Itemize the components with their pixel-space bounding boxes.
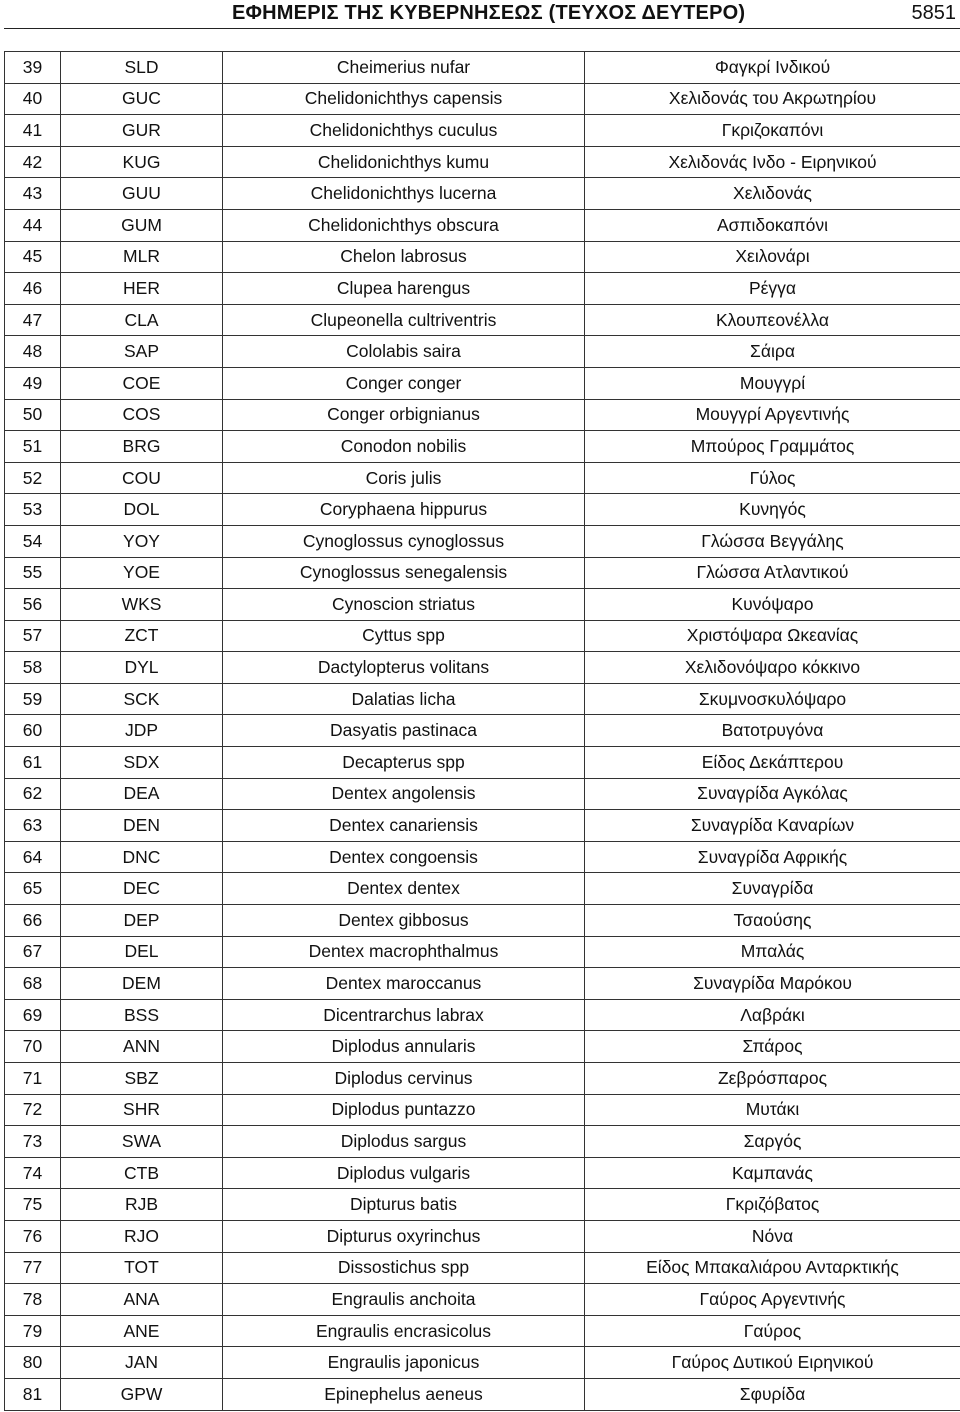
species-code-cell: DEP <box>61 905 223 937</box>
scientific-name-cell: Dactylopterus volitans <box>223 652 585 684</box>
table-row <box>5 936 960 968</box>
species-code-cell: TOT <box>61 1252 223 1284</box>
species-code-cell: RJB <box>61 1189 223 1221</box>
scientific-name-cell: Dentex maroccanus <box>223 968 585 1000</box>
greek-name-cell: Συναγρίδα Αγκόλας <box>585 778 960 810</box>
row-number-cell: 41 <box>5 115 61 147</box>
row-number-cell: 40 <box>5 83 61 115</box>
table-row <box>5 367 960 399</box>
greek-name-cell: Λαβράκι <box>585 999 960 1031</box>
species-code-cell: HER <box>61 273 223 305</box>
row-number-cell: 74 <box>5 1157 61 1189</box>
row-number-cell: 78 <box>5 1284 61 1316</box>
species-code-cell: SDX <box>61 747 223 779</box>
greek-name-cell: Είδος Μπακαλιάρου Ανταρκτικής <box>585 1252 960 1284</box>
greek-name-cell: Συναγρίδα Μαρόκου <box>585 968 960 1000</box>
row-number-cell: 60 <box>5 715 61 747</box>
page-header <box>0 0 960 30</box>
row-number-cell: 44 <box>5 209 61 241</box>
row-number-cell: 75 <box>5 1189 61 1221</box>
row-number-cell: 39 <box>5 52 61 84</box>
greek-name-cell: Σφυρίδα <box>585 1378 960 1410</box>
table-row <box>5 1347 960 1379</box>
scientific-name-cell: Dipturus oxyrinchus <box>223 1220 585 1252</box>
scientific-name-cell: Dentex congoensis <box>223 841 585 873</box>
table-row <box>5 399 960 431</box>
scientific-name-cell: Dentex gibbosus <box>223 905 585 937</box>
greek-name-cell: Μουγγρί Αργεντινής <box>585 399 960 431</box>
row-number-cell: 73 <box>5 1126 61 1158</box>
table-row <box>5 273 960 305</box>
row-number-cell: 80 <box>5 1347 61 1379</box>
row-number-cell: 45 <box>5 241 61 273</box>
greek-name-cell: Γκριζοκαπόνι <box>585 115 960 147</box>
species-code-cell: SLD <box>61 52 223 84</box>
scientific-name-cell: Cololabis saira <box>223 336 585 368</box>
row-number-cell: 58 <box>5 652 61 684</box>
species-code-cell: DYL <box>61 652 223 684</box>
table-row <box>5 431 960 463</box>
greek-name-cell: Γαύρος <box>585 1315 960 1347</box>
species-code-cell: COE <box>61 367 223 399</box>
row-number-cell: 52 <box>5 462 61 494</box>
row-number-cell: 68 <box>5 968 61 1000</box>
scientific-name-cell: Conodon nobilis <box>223 431 585 463</box>
greek-name-cell: Φαγκρί Ινδικού <box>585 52 960 84</box>
greek-name-cell: Σαργός <box>585 1126 960 1158</box>
table-row <box>5 1094 960 1126</box>
scientific-name-cell: Chelidonichthys obscura <box>223 209 585 241</box>
scientific-name-cell: Dentex canariensis <box>223 810 585 842</box>
scientific-name-cell: Decapterus spp <box>223 747 585 779</box>
table-row <box>5 241 960 273</box>
scientific-name-cell: Dalatias licha <box>223 683 585 715</box>
table-row <box>5 178 960 210</box>
scientific-name-cell: Chelidonichthys cuculus <box>223 115 585 147</box>
greek-name-cell: Ζεβρόσπαρος <box>585 1063 960 1095</box>
row-number-cell: 67 <box>5 936 61 968</box>
row-number-cell: 59 <box>5 683 61 715</box>
scientific-name-cell: Chelidonichthys capensis <box>223 83 585 115</box>
species-table <box>4 51 960 1411</box>
scientific-name-cell: Chelidonichthys kumu <box>223 146 585 178</box>
greek-name-cell: Συναγρίδα Αφρικής <box>585 841 960 873</box>
row-number-cell: 42 <box>5 146 61 178</box>
row-number-cell: 81 <box>5 1378 61 1410</box>
row-number-cell: 70 <box>5 1031 61 1063</box>
species-code-cell: JDP <box>61 715 223 747</box>
table-row <box>5 1126 960 1158</box>
table-row <box>5 778 960 810</box>
species-code-cell: GUR <box>61 115 223 147</box>
greek-name-cell: Μπούρος Γραμμάτος <box>585 431 960 463</box>
greek-name-cell: Χελιδονάς <box>585 178 960 210</box>
greek-name-cell: Σπάρος <box>585 1031 960 1063</box>
row-number-cell: 48 <box>5 336 61 368</box>
greek-name-cell: Κυνόψαρο <box>585 589 960 621</box>
species-code-cell: CTB <box>61 1157 223 1189</box>
species-code-cell: SHR <box>61 1094 223 1126</box>
greek-name-cell: Ρέγγα <box>585 273 960 305</box>
greek-name-cell: Συναγρίδα Καναρίων <box>585 810 960 842</box>
table-row <box>5 968 960 1000</box>
table-row <box>5 209 960 241</box>
scientific-name-cell: Clupeonella cultriventris <box>223 304 585 336</box>
greek-name-cell: Χριστόψαρα Ωκεανίας <box>585 620 960 652</box>
table-row <box>5 715 960 747</box>
scientific-name-cell: Engraulis anchoita <box>223 1284 585 1316</box>
greek-name-cell: Σάιρα <box>585 336 960 368</box>
row-number-cell: 50 <box>5 399 61 431</box>
row-number-cell: 79 <box>5 1315 61 1347</box>
table-row <box>5 1189 960 1221</box>
greek-name-cell: Μπαλάς <box>585 936 960 968</box>
greek-name-cell: Γύλος <box>585 462 960 494</box>
row-number-cell: 55 <box>5 557 61 589</box>
greek-name-cell: Γλώσσα Ατλαντικού <box>585 557 960 589</box>
scientific-name-cell: Epinephelus aeneus <box>223 1378 585 1410</box>
species-table-body <box>5 52 960 1411</box>
scientific-name-cell: Cynoglossus cynoglossus <box>223 525 585 557</box>
greek-name-cell: Καμπανάς <box>585 1157 960 1189</box>
table-row <box>5 304 960 336</box>
greek-name-cell: Μουγγρί <box>585 367 960 399</box>
scientific-name-cell: Diplodus cervinus <box>223 1063 585 1095</box>
scientific-name-cell: Engraulis japonicus <box>223 1347 585 1379</box>
row-number-cell: 49 <box>5 367 61 399</box>
species-code-cell: BSS <box>61 999 223 1031</box>
species-code-cell: DEA <box>61 778 223 810</box>
species-code-cell: DNC <box>61 841 223 873</box>
table-row <box>5 873 960 905</box>
table-row <box>5 1031 960 1063</box>
table-row <box>5 683 960 715</box>
row-number-cell: 61 <box>5 747 61 779</box>
species-code-cell: SAP <box>61 336 223 368</box>
species-code-cell: WKS <box>61 589 223 621</box>
species-code-cell: DEC <box>61 873 223 905</box>
species-code-cell: COU <box>61 462 223 494</box>
scientific-name-cell: Dentex angolensis <box>223 778 585 810</box>
greek-name-cell: Κλουπεονέλλα <box>585 304 960 336</box>
table-row <box>5 336 960 368</box>
greek-name-cell: Τσαούσης <box>585 905 960 937</box>
species-code-cell: RJO <box>61 1220 223 1252</box>
scientific-name-cell: Chelidonichthys lucerna <box>223 178 585 210</box>
species-code-cell: COS <box>61 399 223 431</box>
scientific-name-cell: Dentex macrophthalmus <box>223 936 585 968</box>
greek-name-cell: Συναγρίδα <box>585 873 960 905</box>
row-number-cell: 63 <box>5 810 61 842</box>
greek-name-cell: Σκυμνοσκυλόψαρο <box>585 683 960 715</box>
species-code-cell: ANA <box>61 1284 223 1316</box>
table-row <box>5 1378 960 1410</box>
species-code-cell: GUU <box>61 178 223 210</box>
greek-name-cell: Γαύρος Αργεντινής <box>585 1284 960 1316</box>
species-code-cell: KUG <box>61 146 223 178</box>
header-divider <box>4 28 960 29</box>
page-number: 5851 <box>911 2 956 24</box>
table-row <box>5 589 960 621</box>
scientific-name-cell: Dicentrarchus labrax <box>223 999 585 1031</box>
table-row <box>5 1063 960 1095</box>
table-row <box>5 494 960 526</box>
row-number-cell: 69 <box>5 999 61 1031</box>
row-number-cell: 47 <box>5 304 61 336</box>
species-code-cell: YOY <box>61 525 223 557</box>
species-code-cell: GPW <box>61 1378 223 1410</box>
row-number-cell: 71 <box>5 1063 61 1095</box>
species-code-cell: CLA <box>61 304 223 336</box>
table-row <box>5 1252 960 1284</box>
row-number-cell: 65 <box>5 873 61 905</box>
species-code-cell: ANE <box>61 1315 223 1347</box>
greek-name-cell: Γκριζόβατος <box>585 1189 960 1221</box>
species-code-cell: BRG <box>61 431 223 463</box>
scientific-name-cell: Chelon labrosus <box>223 241 585 273</box>
species-code-cell: SWA <box>61 1126 223 1158</box>
greek-name-cell: Χειλονάρι <box>585 241 960 273</box>
row-number-cell: 51 <box>5 431 61 463</box>
greek-name-cell: Χελιδονάς Ινδο - Ειρηνικού <box>585 146 960 178</box>
greek-name-cell: Νόνα <box>585 1220 960 1252</box>
species-code-cell: DOL <box>61 494 223 526</box>
scientific-name-cell: Dissostichus spp <box>223 1252 585 1284</box>
scientific-name-cell: Diplodus annularis <box>223 1031 585 1063</box>
table-row <box>5 905 960 937</box>
table-row <box>5 557 960 589</box>
table-row <box>5 146 960 178</box>
row-number-cell: 66 <box>5 905 61 937</box>
row-number-cell: 54 <box>5 525 61 557</box>
greek-name-cell: Κυνηγός <box>585 494 960 526</box>
species-code-cell: DEL <box>61 936 223 968</box>
greek-name-cell: Βατοτρυγόνα <box>585 715 960 747</box>
scientific-name-cell: Diplodus vulgaris <box>223 1157 585 1189</box>
row-number-cell: 62 <box>5 778 61 810</box>
greek-name-cell: Ασπιδοκαπόνι <box>585 209 960 241</box>
row-number-cell: 43 <box>5 178 61 210</box>
scientific-name-cell: Cynoglossus senegalensis <box>223 557 585 589</box>
greek-name-cell: Είδος Δεκάπτερου <box>585 747 960 779</box>
species-code-cell: SCK <box>61 683 223 715</box>
row-number-cell: 57 <box>5 620 61 652</box>
scientific-name-cell: Conger orbignianus <box>223 399 585 431</box>
table-row <box>5 1220 960 1252</box>
row-number-cell: 77 <box>5 1252 61 1284</box>
greek-name-cell: Γλώσσα Βεγγάλης <box>585 525 960 557</box>
species-code-cell: GUC <box>61 83 223 115</box>
species-code-cell: DEN <box>61 810 223 842</box>
table-row <box>5 115 960 147</box>
scientific-name-cell: Dasyatis pastinaca <box>223 715 585 747</box>
row-number-cell: 64 <box>5 841 61 873</box>
table-row <box>5 1284 960 1316</box>
scientific-name-cell: Conger conger <box>223 367 585 399</box>
scientific-name-cell: Clupea harengus <box>223 273 585 305</box>
table-row <box>5 52 960 84</box>
scientific-name-cell: Diplodus puntazzo <box>223 1094 585 1126</box>
species-code-cell: DEM <box>61 968 223 1000</box>
scientific-name-cell: Cynoscion striatus <box>223 589 585 621</box>
species-code-cell: MLR <box>61 241 223 273</box>
table-row <box>5 1157 960 1189</box>
table-row <box>5 620 960 652</box>
scientific-name-cell: Cyttus spp <box>223 620 585 652</box>
scientific-name-cell: Diplodus sargus <box>223 1126 585 1158</box>
row-number-cell: 46 <box>5 273 61 305</box>
species-code-cell: GUM <box>61 209 223 241</box>
greek-name-cell: Χελιδονόψαρο κόκκινο <box>585 652 960 684</box>
species-code-cell: JAN <box>61 1347 223 1379</box>
table-row <box>5 1315 960 1347</box>
species-code-cell: YOE <box>61 557 223 589</box>
greek-name-cell: Χελιδονάς του Ακρωτηρίου <box>585 83 960 115</box>
table-row <box>5 999 960 1031</box>
species-code-cell: SBZ <box>61 1063 223 1095</box>
table-row <box>5 462 960 494</box>
table-row <box>5 83 960 115</box>
table-row <box>5 525 960 557</box>
table-row <box>5 841 960 873</box>
species-code-cell: ANN <box>61 1031 223 1063</box>
table-row <box>5 747 960 779</box>
scientific-name-cell: Dentex dentex <box>223 873 585 905</box>
species-code-cell: ZCT <box>61 620 223 652</box>
scientific-name-cell: Engraulis encrasicolus <box>223 1315 585 1347</box>
scientific-name-cell: Dipturus batis <box>223 1189 585 1221</box>
table-row <box>5 810 960 842</box>
row-number-cell: 76 <box>5 1220 61 1252</box>
row-number-cell: 56 <box>5 589 61 621</box>
row-number-cell: 53 <box>5 494 61 526</box>
row-number-cell: 72 <box>5 1094 61 1126</box>
greek-name-cell: Γαύρος Δυτικού Ειρηνικού <box>585 1347 960 1379</box>
table-row <box>5 652 960 684</box>
greek-name-cell: Μυτάκι <box>585 1094 960 1126</box>
scientific-name-cell: Coryphaena hippurus <box>223 494 585 526</box>
scientific-name-cell: Coris julis <box>223 462 585 494</box>
scientific-name-cell: Cheimerius nufar <box>223 52 585 84</box>
gazette-title: ΕΦΗΜΕΡΙΣ ΤΗΣ ΚΥΒΕΡΝΗΣΕΩΣ (ΤΕΥΧΟΣ ΔΕΥΤΕΡΟ) <box>232 2 746 24</box>
